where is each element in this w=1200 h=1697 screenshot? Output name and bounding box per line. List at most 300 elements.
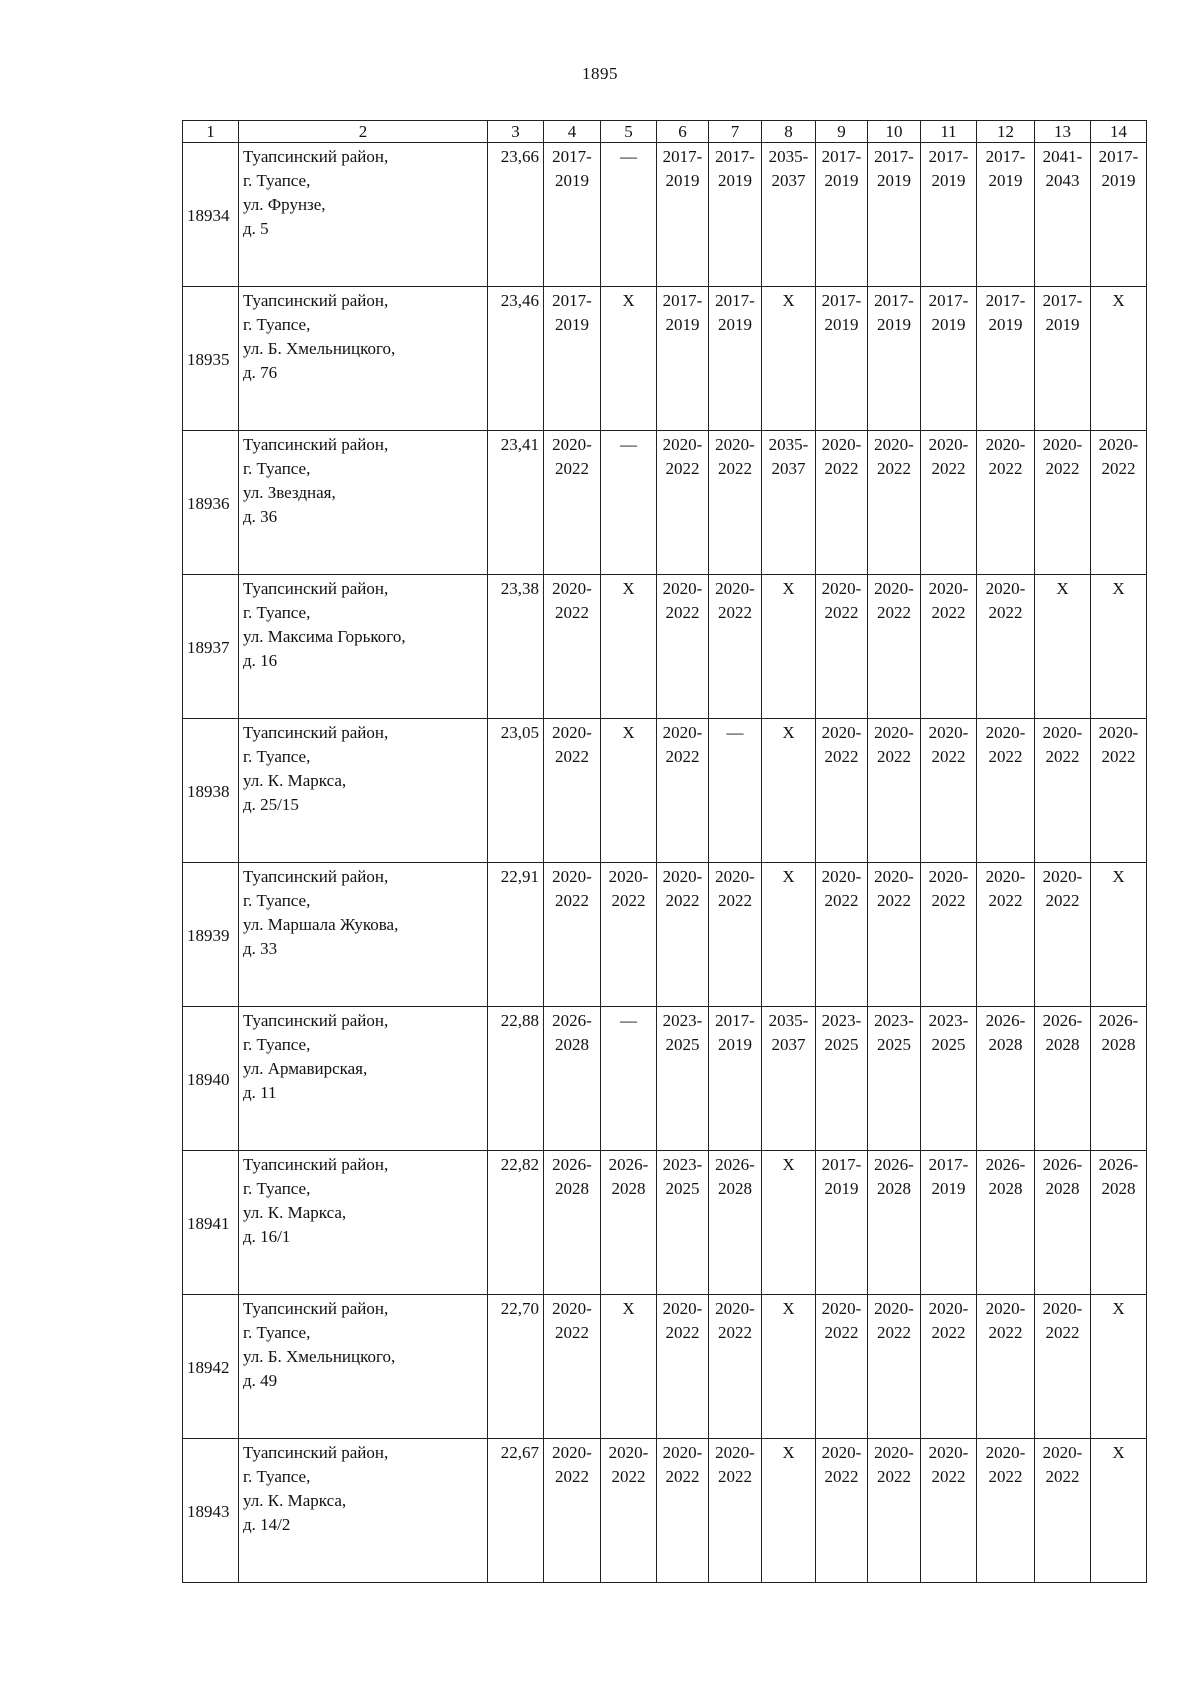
period-text: 2017- [715,147,755,166]
area-value: 22,67 [488,1439,544,1583]
column-header-12: 12 [977,121,1035,143]
period-text: 2028 [555,1035,589,1054]
period-cell-col-7 [709,287,762,431]
period-cell-col-10 [868,143,921,287]
column-header-7: 7 [709,121,762,143]
address-line: ул. Звездная, [243,483,336,502]
address-line: ул. Маршала Жукова, [243,915,399,934]
period-cell-col-5 [601,143,657,287]
period-text: 2022 [665,891,700,910]
address-line: д. 36 [243,507,278,526]
column-header-3: 3 [488,121,544,143]
period-cell-col-7 [709,575,762,719]
period-text: 2020- [552,435,592,454]
period-text: Х [1112,579,1125,598]
period-text: 2022 [824,1467,859,1486]
address-line: г. Туапсе, [243,1467,311,1486]
address-line: Туапсинский район, [243,723,389,742]
period-text: 2028 [718,1179,752,1198]
period-text: 2028 [988,1179,1023,1198]
period-text: 2020- [552,723,592,742]
address-line: Туапсинский район, [243,435,389,454]
period-text: 2025 [931,1035,966,1054]
period-cell-col-5 [601,1295,657,1439]
area-value: 22,70 [488,1295,544,1439]
period-cell-col-14 [1091,575,1147,719]
period-text: 2028 [988,1035,1023,1054]
period-text: 2020- [715,579,755,598]
period-cell-col-6 [657,863,709,1007]
period-text: 2022 [611,891,646,910]
period-text: 2022 [824,747,859,766]
address-cell [239,863,488,1007]
period-text: 2020- [552,867,592,886]
period-cell-col-11 [921,1007,977,1151]
period-text: 2020- [928,1299,969,1318]
period-cell-col-10 [868,1151,921,1295]
period-text: 2022 [718,891,752,910]
period-cell-col-12 [977,143,1035,287]
period-cell-col-11 [921,431,977,575]
period-cell-col-13 [1035,1007,1091,1151]
period-text: Х [1112,291,1125,310]
period-text: 2020- [1042,435,1083,454]
period-text: 2020- [821,1443,862,1462]
address-line: ул. Армавирская, [243,1059,368,1078]
period-cell-col-4 [544,143,601,287]
period-text: 2025 [665,1035,700,1054]
period-cell-col-10 [868,431,921,575]
period-cell-col-12 [977,1007,1035,1151]
period-cell-col-9 [816,143,868,287]
period-text: 2019 [1045,315,1080,334]
record-number: 18937 [183,575,239,719]
period-text: 2020- [662,579,703,598]
table-row [183,287,1147,431]
period-text: 2020- [1042,723,1083,742]
period-cell-col-8 [762,719,816,863]
period-text: 2020- [928,867,969,886]
period-text: 2022 [1045,891,1080,910]
period-text: 2022 [988,891,1023,910]
record-number: 18943 [183,1439,239,1583]
period-text: 2028 [1045,1179,1080,1198]
period-cell-col-9 [816,863,868,1007]
period-cell-col-4 [544,1151,601,1295]
address-line: Туапсинский район, [243,579,389,598]
period-text: 2020- [662,1299,703,1318]
period-cell-col-8 [762,575,816,719]
period-cell-col-13 [1035,287,1091,431]
period-cell-col-12 [977,863,1035,1007]
period-text: 2020- [662,435,703,454]
period-cell-col-6 [657,1295,709,1439]
period-cell-col-10 [868,719,921,863]
period-cell-col-4 [544,287,601,431]
period-text: 2020- [874,435,914,454]
period-text: 2019 [931,315,966,334]
area-value: 23,05 [488,719,544,863]
period-cell-col-6 [657,719,709,863]
column-header-5: 5 [601,121,657,143]
period-text: 2020- [928,723,969,742]
period-text: — [620,1011,637,1030]
period-text: 2022 [824,459,859,478]
period-text: 2020- [552,1443,592,1462]
period-text: 2022 [665,459,700,478]
period-cell-col-14 [1091,1439,1147,1583]
period-text: 2020- [821,867,862,886]
address-line: д. 76 [243,363,278,382]
address-cell [239,1439,488,1583]
period-text: 2017- [928,1155,969,1174]
area-value: 22,88 [488,1007,544,1151]
address-line: г. Туапсе, [243,603,311,622]
area-value: 23,46 [488,287,544,431]
period-cell-col-8 [762,1151,816,1295]
address-line: г. Туапсе, [243,1035,311,1054]
period-text: 2017- [552,291,592,310]
period-text: Х [782,291,795,310]
column-header-6: 6 [657,121,709,143]
period-text: 2022 [1101,459,1136,478]
period-text: 2035- [768,147,809,166]
period-cell-col-7 [709,719,762,863]
record-number: 18942 [183,1295,239,1439]
period-text: Х [1112,867,1125,886]
period-text: 2017- [985,291,1026,310]
period-text: 2017- [552,147,592,166]
address-cell [239,1295,488,1439]
period-text: 2019 [877,171,911,190]
period-text: 2020- [874,723,914,742]
table-row [183,575,1147,719]
period-cell-col-8 [762,287,816,431]
period-text: 2020- [662,1443,703,1462]
period-cell-col-5 [601,287,657,431]
column-header-4: 4 [544,121,601,143]
period-cell-col-11 [921,719,977,863]
period-text: 2020- [552,1299,592,1318]
period-text: 2020- [874,1443,914,1462]
period-cell-col-6 [657,143,709,287]
period-text: 2022 [555,603,589,622]
period-cell-col-14 [1091,1295,1147,1439]
period-cell-col-14 [1091,1151,1147,1295]
period-text: 2019 [1101,171,1136,190]
period-text: 2026- [552,1155,592,1174]
period-cell-col-9 [816,287,868,431]
area-value: 23,66 [488,143,544,287]
period-cell-col-14 [1091,431,1147,575]
period-text: 2023- [662,1155,703,1174]
table-row [183,1439,1147,1583]
period-text: 2020- [985,1299,1026,1318]
period-text: 2022 [1045,747,1080,766]
period-text: 2028 [555,1179,589,1198]
period-cell-col-10 [868,1439,921,1583]
period-text: 2020- [928,1443,969,1462]
period-text: 2017- [715,1011,755,1030]
period-text: 2017- [821,291,862,310]
period-text: 2020- [985,579,1026,598]
period-text: 2023- [874,1011,914,1030]
period-text: 2020- [662,723,703,742]
period-text: 2019 [555,171,589,190]
period-cell-col-8 [762,143,816,287]
address-line: ул. К. Маркса, [243,1491,347,1510]
period-text: 2017- [662,147,703,166]
period-cell-col-7 [709,143,762,287]
period-cell-col-12 [977,431,1035,575]
period-cell-col-7 [709,863,762,1007]
period-text: 2020- [821,1299,862,1318]
address-line: ул. Максима Горького, [243,627,406,646]
period-cell-col-5 [601,575,657,719]
period-text: 2022 [555,459,589,478]
period-text: 2019 [665,315,700,334]
period-text: Х [782,1299,795,1318]
table-row [183,1295,1147,1439]
address-line: г. Туапсе, [243,315,311,334]
period-text: 2019 [555,315,589,334]
period-cell-col-4 [544,863,601,1007]
period-cell-col-13 [1035,575,1091,719]
period-cell-col-6 [657,431,709,575]
period-text: 2035- [768,435,809,454]
period-text: 2037 [771,1035,806,1054]
period-text: 2022 [718,603,752,622]
table-row [183,863,1147,1007]
area-value: 23,41 [488,431,544,575]
period-text: — [620,435,637,454]
period-text: 2020- [608,867,649,886]
period-cell-col-12 [977,575,1035,719]
period-text: Х [1112,1299,1125,1318]
column-header-14: 14 [1091,121,1147,143]
address-line: Туапсинский район, [243,1155,389,1174]
period-cell-col-11 [921,1295,977,1439]
period-text: 2026- [1042,1155,1083,1174]
period-text: 2022 [824,603,859,622]
period-text: 2026- [874,1155,914,1174]
period-text: 2020- [985,435,1026,454]
period-cell-col-6 [657,287,709,431]
period-text: 2019 [931,171,966,190]
period-cell-col-6 [657,575,709,719]
period-cell-col-14 [1091,719,1147,863]
address-cell [239,719,488,863]
period-text: 2022 [988,1323,1023,1342]
address-line: ул. Фрунзе, [243,195,326,214]
period-cell-col-10 [868,575,921,719]
table-body [183,143,1147,1583]
address-cell [239,143,488,287]
address-cell [239,575,488,719]
period-text: 2022 [877,891,911,910]
period-cell-col-13 [1035,1439,1091,1583]
address-line: д. 14/2 [243,1515,291,1534]
period-text: 2022 [877,1467,911,1486]
period-cell-col-14 [1091,143,1147,287]
period-cell-col-4 [544,431,601,575]
period-cell-col-8 [762,1439,816,1583]
period-text: 2019 [931,1179,966,1198]
area-value: 22,91 [488,863,544,1007]
period-text: 2019 [718,315,752,334]
period-text: 2022 [665,603,700,622]
period-text: 2022 [555,747,589,766]
period-text: 2017- [928,291,969,310]
period-cell-col-10 [868,863,921,1007]
period-text: Х [782,579,795,598]
period-text: 2019 [988,315,1023,334]
column-header-8: 8 [762,121,816,143]
period-cell-col-12 [977,287,1035,431]
period-cell-col-12 [977,1295,1035,1439]
period-text: 2017- [874,291,914,310]
address-line: Туапсинский район, [243,1299,389,1318]
period-cell-col-13 [1035,143,1091,287]
period-text: 2022 [931,1323,966,1342]
page-number: 1895 [582,64,618,83]
period-text: 2022 [988,459,1023,478]
period-text: 2022 [824,1323,859,1342]
period-cell-col-11 [921,863,977,1007]
address-line: ул. К. Маркса, [243,1203,347,1222]
address-cell [239,287,488,431]
table-row [183,719,1147,863]
period-cell-col-13 [1035,863,1091,1007]
period-text: Х [782,723,795,742]
period-text: 2022 [877,747,911,766]
period-text: Х [782,1443,795,1462]
period-text: 2020- [552,579,592,598]
address-line: д. 16/1 [243,1227,291,1246]
period-cell-col-9 [816,431,868,575]
period-cell-col-5 [601,431,657,575]
period-text: 2017- [874,147,914,166]
period-text: 2020- [1042,867,1083,886]
period-text: 2017- [715,291,755,310]
area-value: 23,38 [488,575,544,719]
period-text: 2025 [665,1179,700,1198]
period-text: Х [782,1155,795,1174]
period-cell-col-4 [544,1439,601,1583]
period-text: 2017- [985,147,1026,166]
period-cell-col-11 [921,1151,977,1295]
period-text: 2020- [821,435,862,454]
period-text: 2020- [1098,723,1139,742]
period-cell-col-12 [977,1439,1035,1583]
record-number: 18939 [183,863,239,1007]
period-text: 2020- [1042,1299,1083,1318]
period-text: 2026- [1098,1155,1139,1174]
period-text: 2025 [824,1035,859,1054]
period-text: 2020- [821,579,862,598]
period-cell-col-9 [816,719,868,863]
period-cell-col-8 [762,1007,816,1151]
period-cell-col-12 [977,719,1035,863]
period-text: 2020- [928,435,969,454]
address-line: г. Туапсе, [243,1323,311,1342]
period-text: Х [622,1299,635,1318]
record-number: 18935 [183,287,239,431]
period-cell-col-11 [921,287,977,431]
period-cell-col-10 [868,1295,921,1439]
column-header-13: 13 [1035,121,1091,143]
address-line: Туапсинский район, [243,1443,389,1462]
period-text: 2020- [985,723,1026,742]
period-cell-col-9 [816,575,868,719]
period-text: Х [622,579,635,598]
period-text: 2022 [555,891,589,910]
table-row [183,143,1147,287]
period-text: 2020- [662,867,703,886]
period-cell-col-4 [544,1295,601,1439]
address-cell [239,1151,488,1295]
period-text: 2022 [718,1323,752,1342]
table-row [183,431,1147,575]
period-cell-col-5 [601,1007,657,1151]
address-line: ул. К. Маркса, [243,771,347,790]
period-text: 2020- [715,1299,755,1318]
period-text: 2037 [771,171,806,190]
period-text: 2022 [931,603,966,622]
period-text: 2023- [662,1011,703,1030]
address-line: г. Туапсе, [243,747,311,766]
period-text: 2020- [715,435,755,454]
period-text: 2028 [1101,1179,1136,1198]
register-table [182,120,1147,1583]
period-text: 2043 [1045,171,1080,190]
period-cell-col-12 [977,1151,1035,1295]
area-value: 22,82 [488,1151,544,1295]
period-text: 2041- [1042,147,1083,166]
address-line: г. Туапсе, [243,171,311,190]
period-text: 2022 [718,1467,752,1486]
period-text: 2026- [552,1011,592,1030]
period-cell-col-8 [762,431,816,575]
address-line: д. 25/15 [243,795,299,814]
period-cell-col-11 [921,1439,977,1583]
period-text: 2020- [608,1443,649,1462]
period-text: 2022 [718,459,752,478]
address-line: Туапсинский район, [243,291,389,310]
address-line: д. 11 [243,1083,277,1102]
address-line: д. 16 [243,651,278,670]
period-text: 2020- [985,1443,1026,1462]
period-text: Х [622,291,635,310]
period-cell-col-6 [657,1007,709,1151]
column-header-11: 11 [921,121,977,143]
period-text: 2017- [928,147,969,166]
period-text: 2022 [877,1323,911,1342]
period-text: 2020- [821,723,862,742]
column-header-2: 2 [239,121,488,143]
period-text: 2028 [1045,1035,1080,1054]
period-cell-col-14 [1091,287,1147,431]
period-text: 2022 [931,459,966,478]
period-text: Х [782,867,795,886]
period-text: 2017- [1098,147,1139,166]
address-line: ул. Б. Хмельницкого, [243,339,396,358]
period-text: 2022 [877,459,911,478]
period-text: 2020- [985,867,1026,886]
period-text: 2022 [1045,1323,1080,1342]
record-number: 18936 [183,431,239,575]
table-row [183,1007,1147,1151]
